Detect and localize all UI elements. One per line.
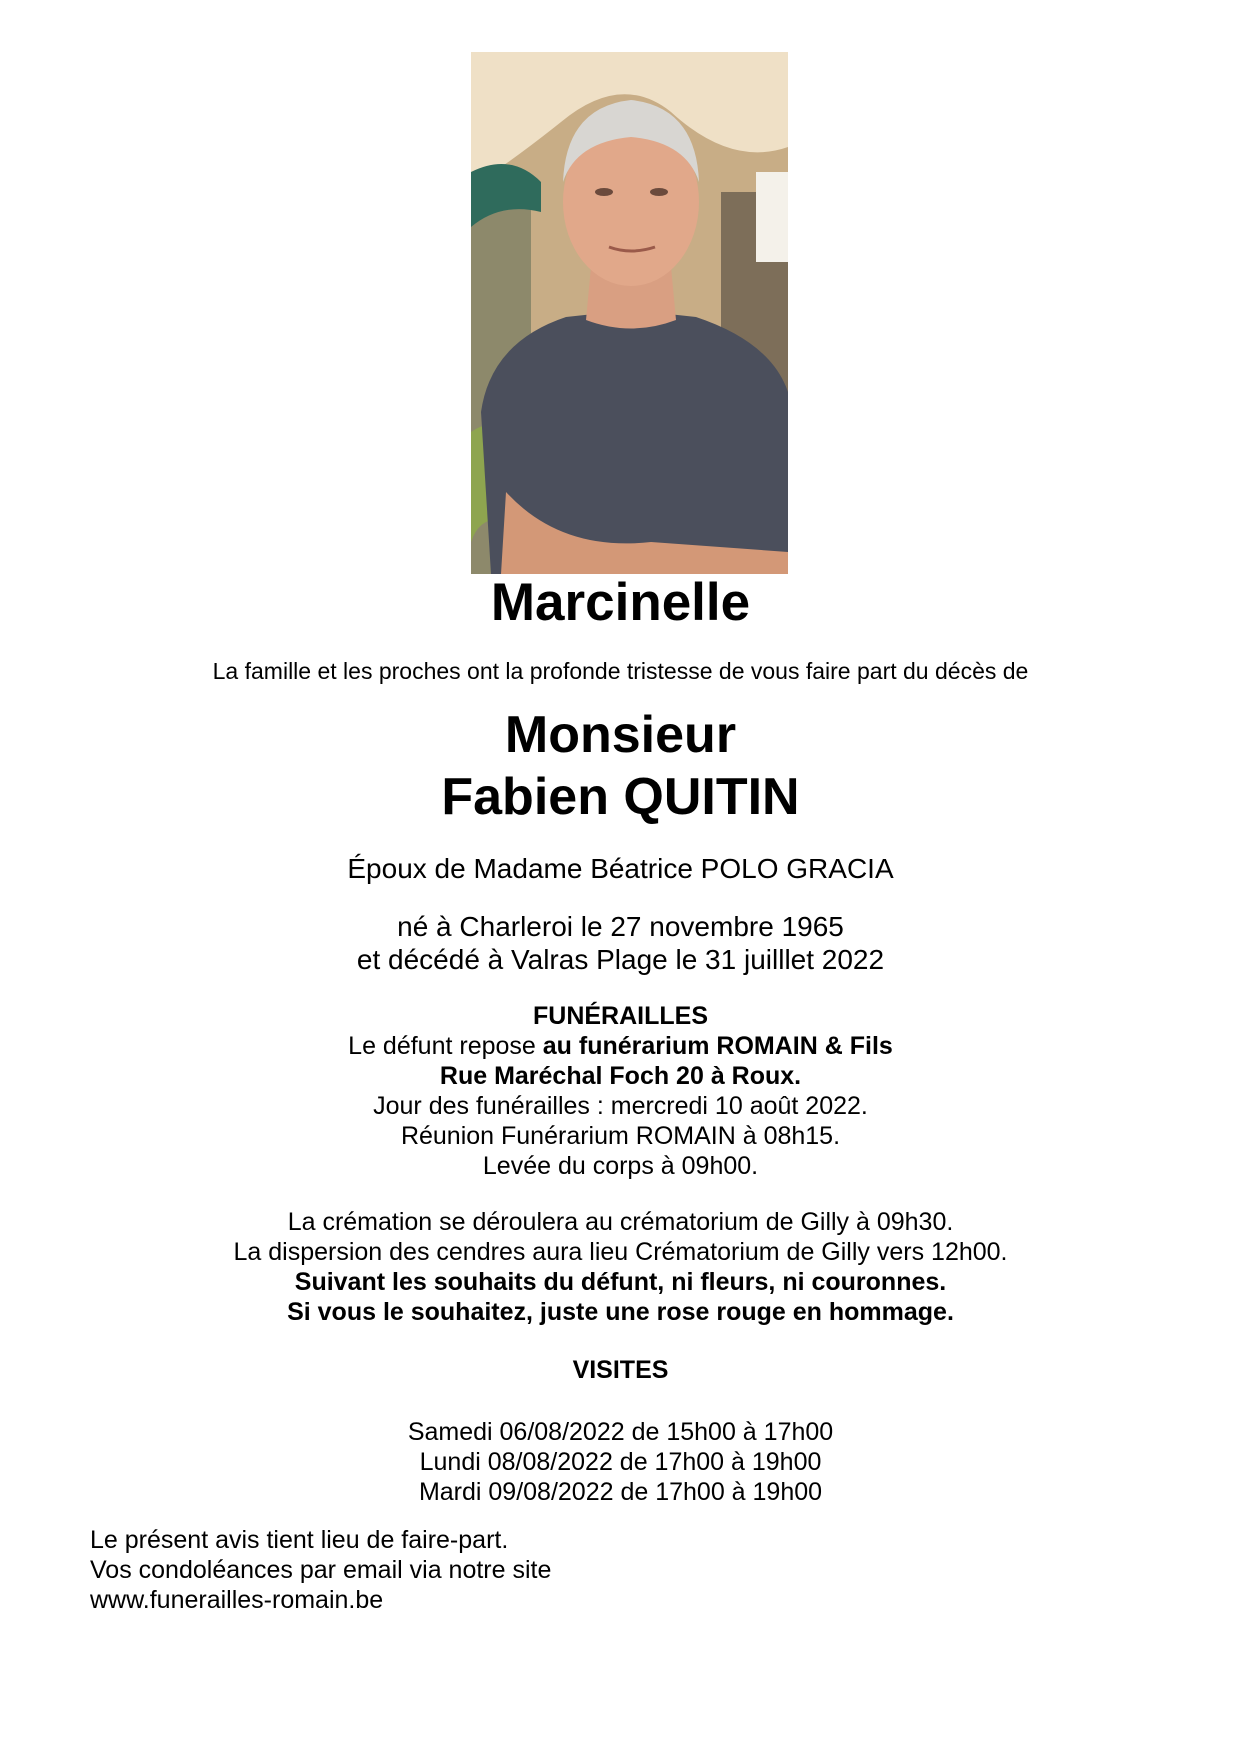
funeral-day: Jour des funérailles : mercredi 10 août 2022. [373,1092,868,1120]
footer-notice [90,1525,551,1615]
deceased-name: Fabien QUITIN [441,768,800,826]
visit-item: Samedi 06/08/2022 de 15h00 à 17h00 [407,1418,834,1446]
birth-line: né à Charleroi le 27 novembre 1965 [397,911,844,942]
meeting-time: Réunion Funérarium ROMAIN à 08h15. [400,1122,841,1150]
lift-time: Levée du corps à 09h00. [482,1152,759,1180]
website-link[interactable]: www.funerailles-romain.be [90,1586,384,1614]
rest-line [0,1031,1241,1061]
honorific: Monsieur [504,706,737,764]
footer-line-2: Vos condoléances par email via notre site [90,1556,552,1584]
rest-prefix: Le défunt repose [348,1032,543,1060]
deceased-title [0,704,1241,828]
wish-line-2: Si vous le souhaitez, juste une rose rouge en hommage. [287,1298,954,1326]
birth-death-dates [0,910,1241,976]
town-name: Marcinelle [490,573,751,632]
visit-item: Lundi 08/08/2022 de 17h00 à 19h00 [419,1448,822,1476]
visits-heading: VISITES [572,1356,669,1384]
death-line: et décédé à Valras Plage le 31 juilllet 2022 [356,944,885,975]
portrait-photo [471,52,788,574]
funerals-heading: FUNÉRAILLES [533,1002,708,1030]
announcement-intro: La famille et les proches ont la profonde tristesse de vous faire part du décès de [212,658,1029,684]
funerals-section [0,1001,1241,1181]
visits-list [0,1417,1241,1507]
footer-line-1: Le présent avis tient lieu de faire-part. [90,1526,509,1554]
rest-place: au funérarium ROMAIN & Fils [542,1032,893,1060]
spouse-line: Époux de Madame Béatrice POLO GRACIA [347,853,894,884]
visit-item: Mardi 09/08/2022 de 17h00 à 19h00 [418,1478,823,1506]
cremation-line: La crémation se déroulera au crématorium de Gilly à 09h30. [287,1208,954,1236]
dispersion-line: La dispersion des cendres aura lieu Crématorium de Gilly vers 12h00. [233,1238,1008,1266]
cremation-section [0,1207,1241,1327]
wish-line-1: Suivant les souhaits du défunt, ni fleurs, ni couronnes. [294,1268,947,1296]
funerarium-address: Rue Maréchal Foch 20 à Roux. [439,1062,802,1090]
